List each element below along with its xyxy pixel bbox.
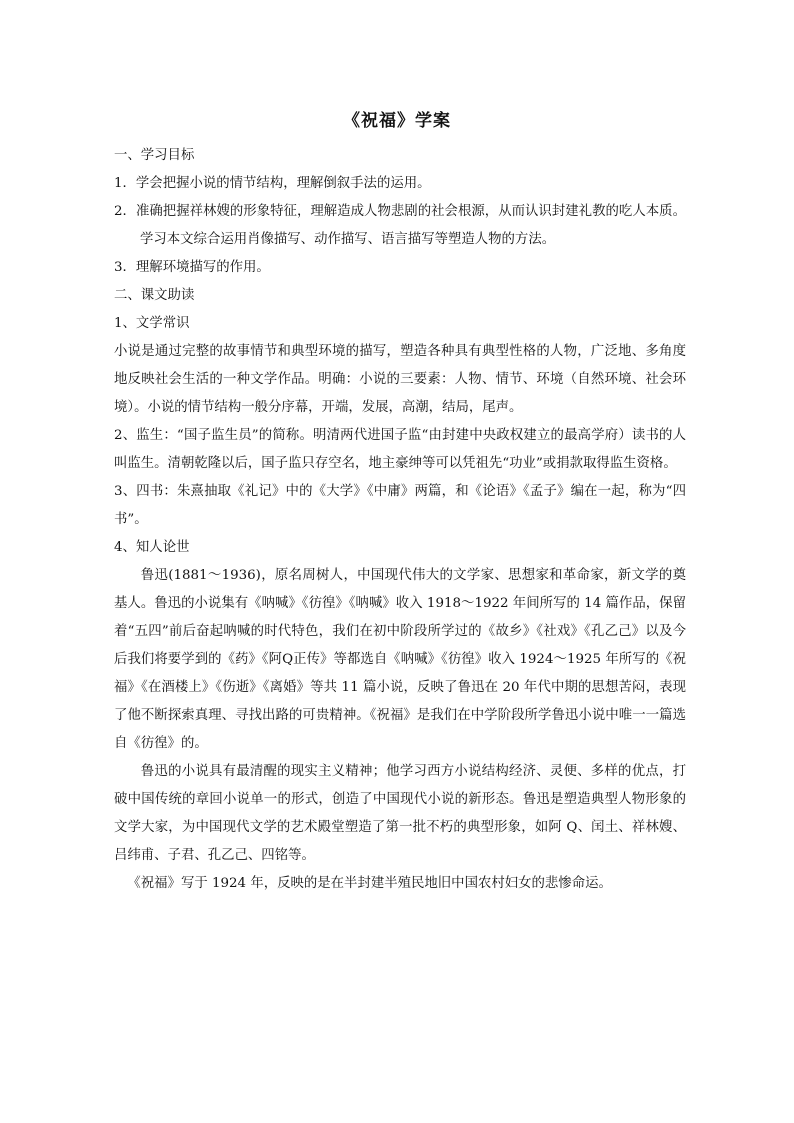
objective-item-2: 2．准确把握祥林嫂的形象特征，理解造成人物悲剧的社会根源，从而认识封建礼教的吃人本质。学习本文综合运用肖像描写、动作描写、语言描写等塑造人物的方法。 <box>114 204 686 247</box>
objective-item-1: 1．学会把握小说的情节结构，理解倒叙手法的运用。 <box>114 176 431 191</box>
paragraph-novel-definition: 小说是通过完整的故事情节和典型环境的描写，塑造各种具有典型性格的人物，广泛地、多角度地反映社会生活的一种文学作品。明确：小说的三要素：人物、情节、环境（自然环境、社会环境）。小说的情节结构一般分序幕，开端，发展，高潮，结局，尾声。 <box>114 344 686 415</box>
paragraph-zhufu-summary: 《祝福》写于 1924 年，反映的是在半封建半殖民地旧中国农村妇女的悲惨命运。 <box>127 876 612 891</box>
document-body <box>114 142 686 898</box>
subheading-author-background: 4、知人论世 <box>114 540 190 555</box>
subheading-literary-knowledge: 1、文学常识 <box>114 316 190 331</box>
paragraph-luxun-bio: 鲁迅(1881～1936)，原名周树人，中国现代伟大的文学家、思想家和革命家，新文学的奠基人。鲁迅的小说集有《呐喊》《彷徨》《呐喊》收入 1918～1922 年间所写的 14 篇作品，保留着“五四”前后奋起呐喊的时代特色，我们在初中阶段所学过的《故乡》《社戏》《孔乙己》以及今后我们将要学到的《药》《阿Q正传》等都选自《呐喊》《彷徨》收入 1924～1925 年所写的《祝福》《在酒楼上》《伤逝》《离婚》等共 11 篇小说，反映了鲁迅在 20 年代中期的思想苦闷，表现了他不断探索真理、寻找出路的可贵精神。《祝福》是我们在中学阶段所学鲁迅小说中唯一一篇选自《彷徨》的。 <box>114 568 686 751</box>
document-title: 《祝福》学案 <box>343 111 451 131</box>
objective-item-3: 3．理解环境描写的作用。 <box>114 260 270 275</box>
section-heading-reading-aid: 二、课文助读 <box>114 288 195 303</box>
paragraph-four-books: 3、四书：朱熹抽取《礼记》中的《大学》《中庸》两篇，和《论语》《孟子》编在一起，称为“四书”。 <box>114 484 686 527</box>
section-heading-objectives: 一、学习目标 <box>114 148 195 163</box>
paragraph-jiansheng: 2、监生：“国子监生员”的简称。明清两代进国子监“由封建中央政权建立的最高学府）读书的人叫监生。清朝乾隆以后，国子监只存空名，地主豪绅等可以凭祖先“功业”或捐款取得监生资格。 <box>114 428 686 471</box>
paragraph-luxun-style: 鲁迅的小说具有最清醒的现实主义精神；他学习西方小说结构经济、灵便、多样的优点，打破中国传统的章回小说单一的形式，创造了中国现代小说的新形态。鲁迅是塑造典型人物形象的文学大家，为中国现代文学的艺术殿堂塑造了第一批不朽的典型形象，如阿 Q、闰土、祥林嫂、吕纬甫、子君、孔乙己、四铭等。 <box>114 764 686 863</box>
